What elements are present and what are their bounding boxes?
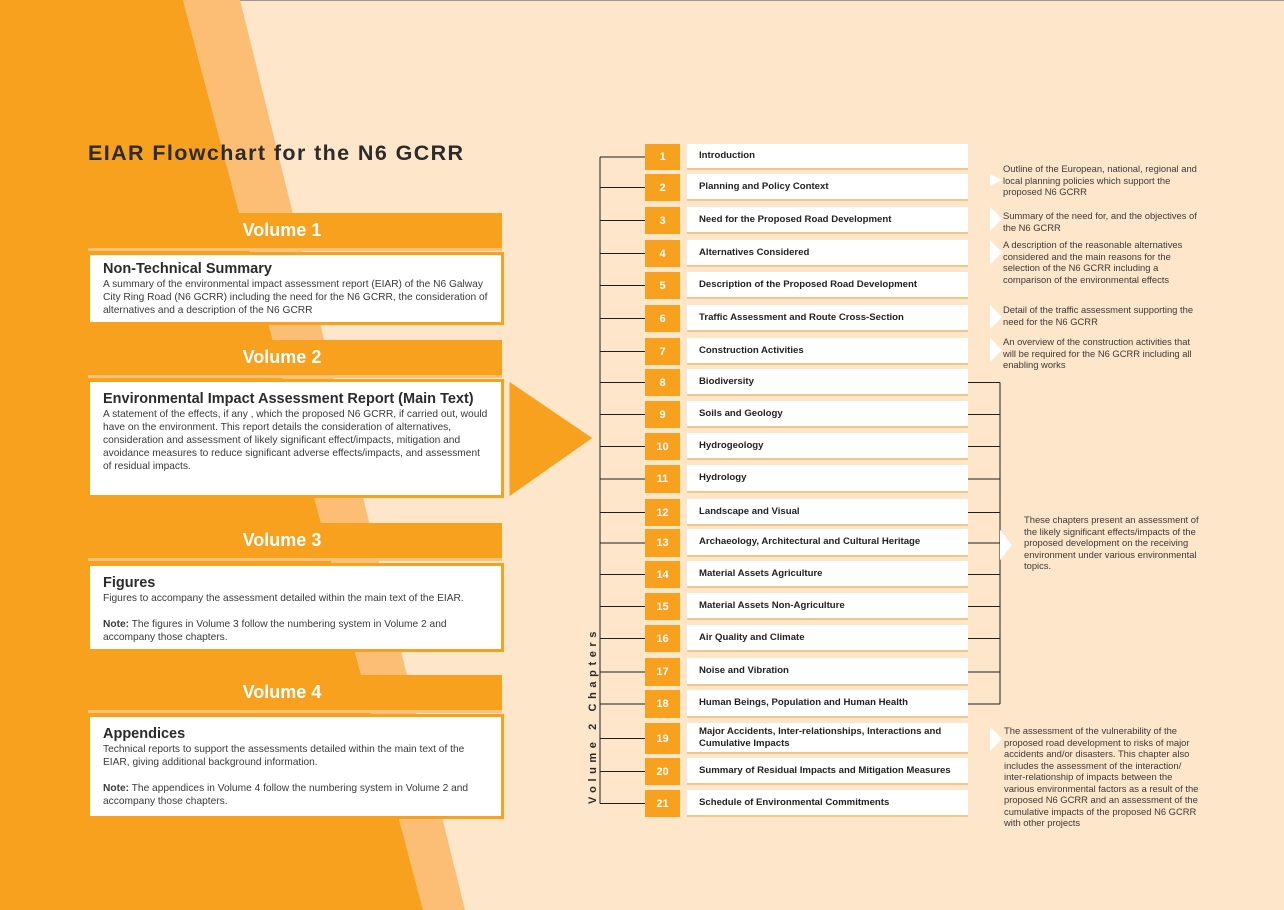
chapter-number: 9 (645, 401, 680, 428)
chapter-title: Construction Activities (687, 338, 968, 365)
chapter-number: 1 (645, 144, 680, 170)
chapter-number: 5 (645, 272, 680, 299)
chapter-number: 14 (645, 561, 680, 588)
chapter-row (645, 144, 968, 170)
chapter-title: Alternatives Considered (687, 240, 968, 267)
description-pointer-icon (990, 338, 1002, 362)
volume-2-chapters-label: Volume 2 Chapters (587, 626, 599, 804)
chapter-row (645, 240, 968, 267)
chapter-title: Noise and Vibration (687, 658, 968, 686)
chapter-number: 18 (645, 690, 680, 718)
description-pointer-icon (990, 174, 1002, 186)
chapter-number: 19 (645, 723, 680, 754)
chapter-number: 16 (645, 625, 680, 652)
volume-1-text: A summary of the environmental impact assessment report (EIAR) of the N6 Galway City Ring Road (N6 GCRR) including the need for the N6 GCRR, the consideration of alternatives and a description of the N6 GCRR (103, 279, 488, 316)
chapter-title: Hydrogeology (687, 433, 968, 460)
chapter-title: Summary of Residual Impacts and Mitigation Measures (687, 758, 968, 785)
chapter-title: Air Quality and Climate (687, 625, 968, 652)
volume-4-box (87, 714, 504, 819)
chapter-title: Need for the Proposed Road Development (687, 207, 968, 234)
chapter-row (645, 369, 968, 396)
chapter-row (645, 174, 968, 201)
chapter-row (645, 207, 968, 234)
chapter-number: 12 (645, 499, 680, 526)
chapter-title: Description of the Proposed Road Development (687, 272, 968, 299)
chapter-title: Major Accidents, Inter-relationships, Interactions and Cumulative Impacts (687, 723, 968, 754)
chapter-title: Traffic Assessment and Route Cross-Section (687, 305, 968, 332)
chapter-title: Biodiversity (687, 369, 968, 396)
chapter-number: 15 (645, 593, 680, 620)
volume-4-header: Volume 4 (88, 675, 502, 713)
volume-3-box (87, 563, 504, 652)
volume-4-heading: Appendices (103, 726, 186, 742)
chapter-number: 10 (645, 433, 680, 460)
volume-1-box (87, 252, 504, 325)
volume-3-heading: Figures (103, 575, 156, 591)
chapter-row (645, 723, 968, 754)
description-ch19-21: The assessment of the vulnerability of the proposed road development to risks of major accidents and/or disasters. This chapter also includes the assessment of the interaction/ inter-relationship of impacts between the various environmental factors as a result of the proposed N6 GCRR and an assessment of the cumulative impacts of the proposed N6 GCRR with other projects (1004, 725, 1199, 828)
chapter-title: Human Beings, Population and Human Health (687, 690, 968, 718)
volume-2-text: A statement of the effects, if any , which the proposed N6 GCRR, if carried out, would have on the environment. This report details the consideration of alternatives, consideration and assessment of likely significant effect/impacts, mitigation and avoidance measures to reduce significant adverse effects/impacts, and assessment of residual impacts. (103, 409, 488, 472)
page-title: EIAR Flowchart for the N6 GCRR (88, 141, 465, 165)
volume-2-header: Volume 2 (88, 340, 502, 378)
chapter-title: Landscape and Visual (687, 499, 968, 526)
chapter-number: 21 (645, 790, 680, 817)
chapter-row (645, 561, 968, 588)
volume-3-header: Volume 3 (88, 523, 502, 561)
chapter-row (645, 529, 968, 557)
chapter-row (645, 790, 968, 817)
chapter-row (645, 499, 968, 526)
chapter-title: Planning and Policy Context (687, 174, 968, 201)
chapter-row (645, 658, 968, 686)
chapter-row (645, 433, 968, 460)
description-pointer-icon (990, 727, 1002, 751)
volume-4-note: Note: The appendices in Volume 4 follow the numbering system in Volume 2 and accompany those chapters. (103, 783, 469, 807)
chapter-row (645, 465, 968, 493)
chapter-number: 8 (645, 369, 680, 396)
description-ch8-18: These chapters present an assessment of the likely significant effects/impacts of the proposed development on the receiving environment under various environmental topics. (1024, 514, 1199, 571)
chapter-number: 6 (645, 305, 680, 332)
chapter-number: 4 (645, 240, 680, 267)
chapter-title: Material Assets Non-Agriculture (687, 593, 968, 620)
chapter-row (645, 272, 968, 299)
chapter-row (645, 625, 968, 652)
chapter-title: Hydrology (687, 465, 968, 493)
chapter-number: 20 (645, 758, 680, 785)
chapter-number: 17 (645, 658, 680, 686)
chapter-row (645, 338, 968, 365)
chapter-row (645, 593, 968, 620)
flow-arrow-icon (509, 381, 593, 497)
chapter-row (645, 758, 968, 785)
chapter-number: 11 (645, 465, 680, 493)
chapter-row (645, 401, 968, 428)
volume-3-text: Figures to accompany the assessment detailed within the main text of the EIAR. (103, 593, 464, 604)
chapter-number: 2 (645, 174, 680, 201)
chapter-number: 7 (645, 338, 680, 365)
description-pointer-icon (990, 207, 1002, 231)
description-pointer-icon (990, 240, 1002, 265)
chapter-row (645, 305, 968, 332)
volume-2-heading: Environmental Impact Assessment Report (Main Text) (103, 391, 474, 407)
volume-3-note: Note: The figures in Volume 3 follow the numbering system in Volume 2 and accompany those chapters. (103, 619, 447, 643)
chapter-row (645, 690, 968, 718)
volume-2-box (87, 379, 504, 498)
volume-4-text: Technical reports to support the assessments detailed within the main text of the EIAR, giving additional background information. (103, 744, 465, 768)
volume-1-heading: Non-Technical Summary (103, 261, 272, 277)
description-ch7: An overview of the construction activities that will be required for the N6 GCRR including all enabling works (1003, 336, 1192, 370)
chapter-number: 13 (645, 529, 680, 557)
chapter-title: Soils and Geology (687, 401, 968, 428)
chapter-title: Material Assets Agriculture (687, 561, 968, 588)
chapter-title: Schedule of Environmental Commitments (687, 790, 968, 817)
description-ch2: Outline of the European, national, regional and local planning policies which support the proposed N6 GCRR (1003, 163, 1197, 197)
chapter-title: Archaeology, Architectural and Cultural Heritage (687, 529, 968, 557)
description-ch4: A description of the reasonable alternatives considered and the main reasons for the selection of the N6 GCRR including a comparison of the environmental effects (1003, 239, 1183, 285)
description-pointer-icon (990, 305, 1002, 329)
description-pointer-icon (1000, 530, 1012, 560)
chapter-title: Introduction (687, 144, 968, 170)
volume-1-header: Volume 1 (88, 213, 502, 251)
description-ch3: Summary of the need for, and the objectives of the N6 GCRR (1003, 210, 1197, 233)
description-ch6: Detail of the traffic assessment supporting the need for the N6 GCRR (1003, 304, 1194, 327)
chapter-number: 3 (645, 207, 680, 234)
